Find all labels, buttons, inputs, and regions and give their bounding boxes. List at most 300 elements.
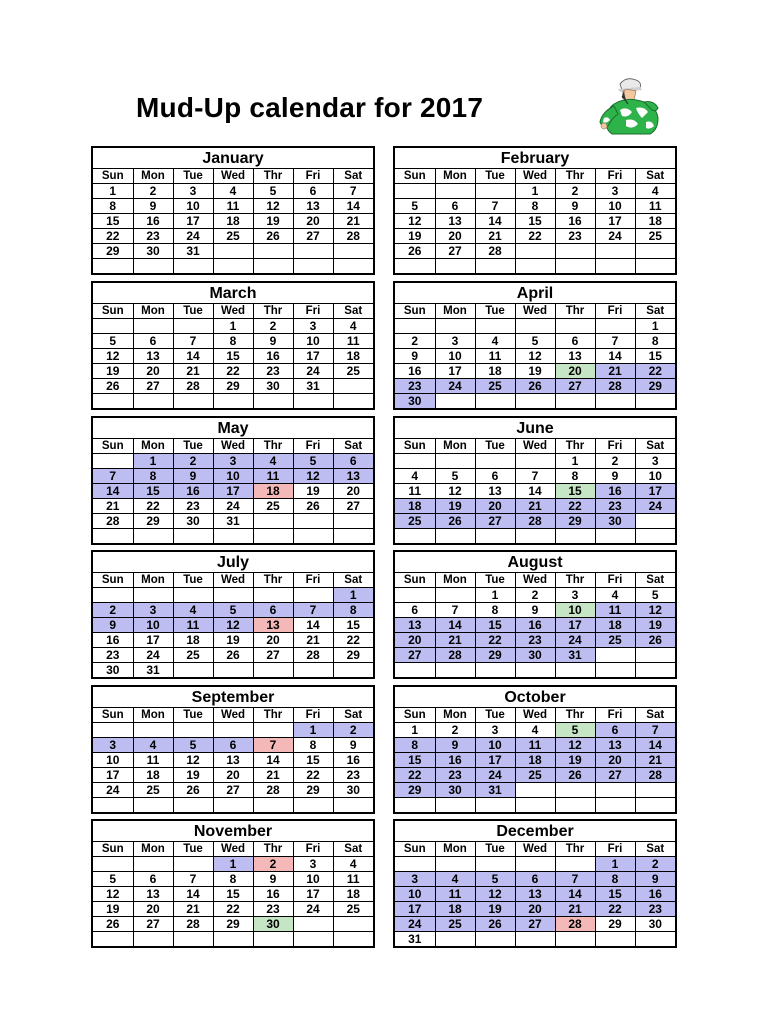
- week-row: [93, 798, 373, 813]
- day-cell: 19: [253, 214, 293, 229]
- day-cell: 24: [475, 768, 515, 783]
- day-cell: 21: [635, 753, 675, 768]
- day-cell: 18: [475, 364, 515, 379]
- day-cell: [333, 394, 373, 409]
- day-cell: [395, 857, 435, 872]
- day-cell: 3: [435, 334, 475, 349]
- day-cell: 16: [635, 887, 675, 902]
- day-cell: [93, 798, 133, 813]
- weekday-header: Fri: [595, 708, 635, 723]
- day-cell: [395, 454, 435, 469]
- day-cell: [435, 184, 475, 199]
- day-cell: 13: [253, 618, 293, 633]
- day-cell: [515, 394, 555, 409]
- day-cell: 23: [253, 902, 293, 917]
- day-cell: [293, 663, 333, 678]
- day-cell: [635, 514, 675, 529]
- day-cell: 12: [293, 469, 333, 484]
- month-day-table: [93, 842, 373, 946]
- day-cell: 10: [93, 753, 133, 768]
- day-cell: 19: [635, 618, 675, 633]
- day-cell: 24: [395, 917, 435, 932]
- weekday-header: Sat: [333, 304, 373, 319]
- day-cell: 28: [595, 379, 635, 394]
- day-cell: 10: [475, 738, 515, 753]
- week-row: [395, 738, 675, 753]
- day-cell: 6: [595, 723, 635, 738]
- weekday-header: Fri: [595, 304, 635, 319]
- day-cell: [435, 857, 475, 872]
- day-cell: 29: [395, 783, 435, 798]
- day-cell: 23: [515, 633, 555, 648]
- day-cell: 22: [93, 229, 133, 244]
- day-cell: [93, 588, 133, 603]
- day-cell: 27: [333, 499, 373, 514]
- week-row: [395, 932, 675, 947]
- weekday-header: Mon: [133, 708, 173, 723]
- day-cell: [555, 663, 595, 678]
- week-row: [93, 887, 373, 902]
- day-cell: 8: [93, 199, 133, 214]
- day-cell: 4: [213, 184, 253, 199]
- day-cell: 13: [435, 214, 475, 229]
- weekday-header: Sat: [635, 304, 675, 319]
- day-cell: 1: [555, 454, 595, 469]
- weekday-header: Mon: [435, 573, 475, 588]
- month-name: February: [395, 148, 675, 169]
- weekday-header: Sat: [635, 842, 675, 857]
- day-cell: 7: [635, 723, 675, 738]
- day-cell: [435, 529, 475, 544]
- day-cell: 30: [595, 514, 635, 529]
- week-row: [93, 648, 373, 663]
- day-cell: [515, 798, 555, 813]
- weekday-header: Sat: [333, 439, 373, 454]
- day-cell: 18: [213, 214, 253, 229]
- day-cell: 14: [93, 484, 133, 499]
- day-cell: [253, 244, 293, 259]
- day-cell: 28: [93, 514, 133, 529]
- day-cell: 21: [435, 633, 475, 648]
- month-day-table: [93, 304, 373, 408]
- day-cell: [635, 259, 675, 274]
- day-cell: 10: [133, 618, 173, 633]
- day-cell: 30: [395, 394, 435, 409]
- day-cell: 11: [333, 334, 373, 349]
- day-cell: [133, 798, 173, 813]
- day-cell: 6: [515, 872, 555, 887]
- month-calendar: [393, 550, 677, 679]
- week-row: [93, 738, 373, 753]
- weekday-header: Fri: [595, 573, 635, 588]
- day-cell: 7: [595, 334, 635, 349]
- day-cell: 23: [253, 364, 293, 379]
- day-cell: [293, 917, 333, 932]
- weekday-header: Sun: [395, 708, 435, 723]
- day-cell: 18: [395, 499, 435, 514]
- day-cell: 31: [475, 783, 515, 798]
- day-cell: [515, 244, 555, 259]
- weekday-header: Fri: [293, 169, 333, 184]
- day-cell: 1: [133, 454, 173, 469]
- day-cell: 26: [395, 244, 435, 259]
- weekday-header: Thr: [253, 842, 293, 857]
- day-cell: 24: [173, 229, 213, 244]
- day-cell: 22: [333, 633, 373, 648]
- day-cell: [555, 394, 595, 409]
- week-row: [395, 723, 675, 738]
- weekday-header-row: [395, 842, 675, 857]
- day-cell: 15: [293, 753, 333, 768]
- day-cell: 12: [515, 349, 555, 364]
- day-cell: 21: [293, 633, 333, 648]
- weekday-header-row: [93, 304, 373, 319]
- day-cell: 10: [293, 872, 333, 887]
- day-cell: 1: [595, 857, 635, 872]
- day-cell: 12: [635, 603, 675, 618]
- weekday-header: Sat: [635, 439, 675, 454]
- day-cell: 4: [595, 588, 635, 603]
- day-cell: 2: [253, 319, 293, 334]
- day-cell: 25: [435, 917, 475, 932]
- day-cell: 11: [515, 738, 555, 753]
- day-cell: [635, 648, 675, 663]
- month-day-table: [395, 304, 675, 408]
- day-cell: 16: [435, 753, 475, 768]
- weekday-header: Wed: [515, 573, 555, 588]
- day-cell: 24: [213, 499, 253, 514]
- day-cell: 13: [213, 753, 253, 768]
- day-cell: 7: [435, 603, 475, 618]
- day-cell: 8: [293, 738, 333, 753]
- day-cell: 2: [333, 723, 373, 738]
- day-cell: [253, 723, 293, 738]
- day-cell: 28: [555, 917, 595, 932]
- day-cell: 26: [435, 514, 475, 529]
- weekday-header: Thr: [555, 842, 595, 857]
- day-cell: 11: [133, 753, 173, 768]
- day-cell: [475, 394, 515, 409]
- day-cell: 12: [395, 214, 435, 229]
- weekday-header: Tue: [475, 304, 515, 319]
- week-row: [395, 783, 675, 798]
- day-cell: 14: [635, 738, 675, 753]
- day-cell: 6: [133, 872, 173, 887]
- day-cell: 14: [293, 618, 333, 633]
- day-cell: [395, 319, 435, 334]
- day-cell: 4: [515, 723, 555, 738]
- week-row: [395, 663, 675, 678]
- day-cell: 1: [635, 319, 675, 334]
- weekday-header: Thr: [253, 439, 293, 454]
- day-cell: [595, 394, 635, 409]
- day-cell: [93, 454, 133, 469]
- day-cell: 25: [213, 229, 253, 244]
- day-cell: 26: [253, 229, 293, 244]
- weekday-header-row: [395, 169, 675, 184]
- day-cell: 28: [635, 768, 675, 783]
- day-cell: 27: [475, 514, 515, 529]
- day-cell: 22: [555, 499, 595, 514]
- weekday-header: Wed: [515, 304, 555, 319]
- day-cell: [173, 529, 213, 544]
- day-cell: 27: [395, 648, 435, 663]
- day-cell: 20: [333, 484, 373, 499]
- weekday-header: Tue: [173, 708, 213, 723]
- day-cell: [293, 394, 333, 409]
- day-cell: 26: [555, 768, 595, 783]
- day-cell: 22: [133, 499, 173, 514]
- day-cell: 22: [213, 364, 253, 379]
- week-row: [93, 334, 373, 349]
- day-cell: 5: [173, 738, 213, 753]
- month-calendar: [393, 819, 677, 948]
- week-row: [395, 872, 675, 887]
- day-cell: 13: [515, 887, 555, 902]
- day-cell: 29: [595, 917, 635, 932]
- day-cell: 8: [213, 334, 253, 349]
- day-cell: 14: [173, 887, 213, 902]
- day-cell: 23: [435, 768, 475, 783]
- weekday-header: Mon: [435, 439, 475, 454]
- week-row: [93, 454, 373, 469]
- day-cell: [435, 259, 475, 274]
- day-cell: 16: [395, 364, 435, 379]
- day-cell: 6: [395, 603, 435, 618]
- day-cell: 19: [93, 902, 133, 917]
- day-cell: 14: [253, 753, 293, 768]
- week-row: [395, 499, 675, 514]
- day-cell: 9: [173, 469, 213, 484]
- day-cell: 31: [293, 379, 333, 394]
- day-cell: 19: [213, 633, 253, 648]
- day-cell: 14: [515, 484, 555, 499]
- weekday-header: Sat: [635, 169, 675, 184]
- day-cell: 8: [213, 872, 253, 887]
- day-cell: 1: [395, 723, 435, 738]
- day-cell: 10: [555, 603, 595, 618]
- week-row: [395, 618, 675, 633]
- weekday-header-row: [395, 708, 675, 723]
- weekday-header: Sun: [93, 573, 133, 588]
- day-cell: 21: [173, 364, 213, 379]
- weekday-header: Fri: [293, 304, 333, 319]
- day-cell: [293, 798, 333, 813]
- week-row: [395, 244, 675, 259]
- day-cell: [253, 259, 293, 274]
- day-cell: 26: [515, 379, 555, 394]
- week-row: [93, 199, 373, 214]
- weekday-header: Wed: [213, 708, 253, 723]
- day-cell: [515, 932, 555, 947]
- day-cell: [213, 244, 253, 259]
- weekday-header: Sun: [93, 708, 133, 723]
- day-cell: [395, 798, 435, 813]
- day-cell: [173, 857, 213, 872]
- day-cell: 29: [333, 648, 373, 663]
- day-cell: 18: [435, 902, 475, 917]
- day-cell: [93, 259, 133, 274]
- day-cell: 30: [635, 917, 675, 932]
- month-name: July: [93, 552, 373, 573]
- day-cell: 13: [133, 349, 173, 364]
- week-row: [93, 768, 373, 783]
- day-cell: 2: [133, 184, 173, 199]
- day-cell: [435, 588, 475, 603]
- day-cell: [173, 798, 213, 813]
- day-cell: 18: [253, 484, 293, 499]
- day-cell: 23: [635, 902, 675, 917]
- day-cell: 9: [93, 618, 133, 633]
- week-row: [93, 499, 373, 514]
- weekday-header: Tue: [173, 842, 213, 857]
- week-row: [395, 379, 675, 394]
- day-cell: 25: [635, 229, 675, 244]
- weekday-header: Wed: [213, 439, 253, 454]
- month-calendar: [393, 416, 677, 545]
- day-cell: [475, 259, 515, 274]
- day-cell: [635, 394, 675, 409]
- day-cell: 4: [173, 603, 213, 618]
- day-cell: 21: [173, 902, 213, 917]
- month-calendar: [91, 281, 375, 410]
- day-cell: [475, 454, 515, 469]
- weekday-header-row: [395, 573, 675, 588]
- page-title: Mud-Up calendar for 2017: [136, 92, 484, 123]
- day-cell: [515, 454, 555, 469]
- weekday-header-row: [93, 169, 373, 184]
- day-cell: [93, 394, 133, 409]
- day-cell: [475, 857, 515, 872]
- week-row: [93, 917, 373, 932]
- day-cell: 15: [595, 887, 635, 902]
- day-cell: [333, 514, 373, 529]
- day-cell: 23: [595, 499, 635, 514]
- day-cell: 30: [253, 379, 293, 394]
- day-cell: 19: [475, 902, 515, 917]
- day-cell: 11: [213, 199, 253, 214]
- month-name: January: [93, 148, 373, 169]
- day-cell: 28: [333, 229, 373, 244]
- day-cell: [173, 259, 213, 274]
- weekday-header: Mon: [133, 304, 173, 319]
- day-cell: [475, 184, 515, 199]
- day-cell: 9: [253, 872, 293, 887]
- day-cell: [213, 394, 253, 409]
- day-cell: 6: [293, 184, 333, 199]
- week-row: [93, 633, 373, 648]
- day-cell: 10: [635, 469, 675, 484]
- day-cell: [133, 857, 173, 872]
- day-cell: [555, 259, 595, 274]
- day-cell: [93, 857, 133, 872]
- month-name: October: [395, 687, 675, 708]
- day-cell: 31: [555, 648, 595, 663]
- day-cell: 1: [93, 184, 133, 199]
- day-cell: 24: [133, 648, 173, 663]
- month-calendar: [91, 146, 375, 275]
- day-cell: [635, 663, 675, 678]
- day-cell: [435, 932, 475, 947]
- day-cell: 9: [395, 349, 435, 364]
- day-cell: 26: [475, 917, 515, 932]
- day-cell: 10: [293, 334, 333, 349]
- weekday-header: Fri: [293, 842, 333, 857]
- day-cell: 29: [293, 783, 333, 798]
- week-row: [395, 529, 675, 544]
- weekday-header-row: [395, 439, 675, 454]
- month-day-table: [93, 573, 373, 677]
- day-cell: 17: [435, 364, 475, 379]
- day-cell: [133, 394, 173, 409]
- day-cell: 20: [475, 499, 515, 514]
- day-cell: [435, 798, 475, 813]
- day-cell: 9: [515, 603, 555, 618]
- week-row: [93, 603, 373, 618]
- day-cell: 27: [595, 768, 635, 783]
- day-cell: [475, 319, 515, 334]
- day-cell: 4: [475, 334, 515, 349]
- day-cell: [93, 723, 133, 738]
- weekday-header-row: [93, 573, 373, 588]
- day-cell: 15: [213, 349, 253, 364]
- month-day-table: [93, 439, 373, 543]
- day-cell: 13: [133, 887, 173, 902]
- weekday-header: Thr: [555, 304, 595, 319]
- weekday-header-row: [93, 842, 373, 857]
- week-row: [395, 588, 675, 603]
- day-cell: 8: [595, 872, 635, 887]
- day-cell: 29: [133, 514, 173, 529]
- weekday-header: Wed: [213, 573, 253, 588]
- day-cell: [133, 932, 173, 947]
- week-row: [93, 514, 373, 529]
- day-cell: 28: [515, 514, 555, 529]
- day-cell: 31: [133, 663, 173, 678]
- weekday-header: Fri: [595, 842, 635, 857]
- day-cell: [213, 723, 253, 738]
- day-cell: 12: [173, 753, 213, 768]
- weekday-header: Tue: [173, 304, 213, 319]
- day-cell: 3: [293, 319, 333, 334]
- day-cell: 2: [395, 334, 435, 349]
- day-cell: [475, 663, 515, 678]
- weekday-header: Sat: [333, 708, 373, 723]
- weekday-header: Mon: [133, 439, 173, 454]
- day-cell: 24: [93, 783, 133, 798]
- day-cell: [635, 798, 675, 813]
- day-cell: 24: [555, 633, 595, 648]
- day-cell: 14: [173, 349, 213, 364]
- day-cell: 21: [93, 499, 133, 514]
- week-row: [395, 603, 675, 618]
- day-cell: 13: [595, 738, 635, 753]
- month-calendar: [91, 416, 375, 545]
- weekday-header: Wed: [213, 169, 253, 184]
- week-row: [93, 783, 373, 798]
- day-cell: [395, 529, 435, 544]
- day-cell: 26: [93, 379, 133, 394]
- day-cell: 5: [93, 334, 133, 349]
- day-cell: [475, 798, 515, 813]
- day-cell: 16: [595, 484, 635, 499]
- day-cell: [93, 932, 133, 947]
- month-calendar: [91, 550, 375, 679]
- day-cell: 14: [435, 618, 475, 633]
- day-cell: 7: [253, 738, 293, 753]
- day-cell: 30: [133, 244, 173, 259]
- weekday-header: Sun: [93, 304, 133, 319]
